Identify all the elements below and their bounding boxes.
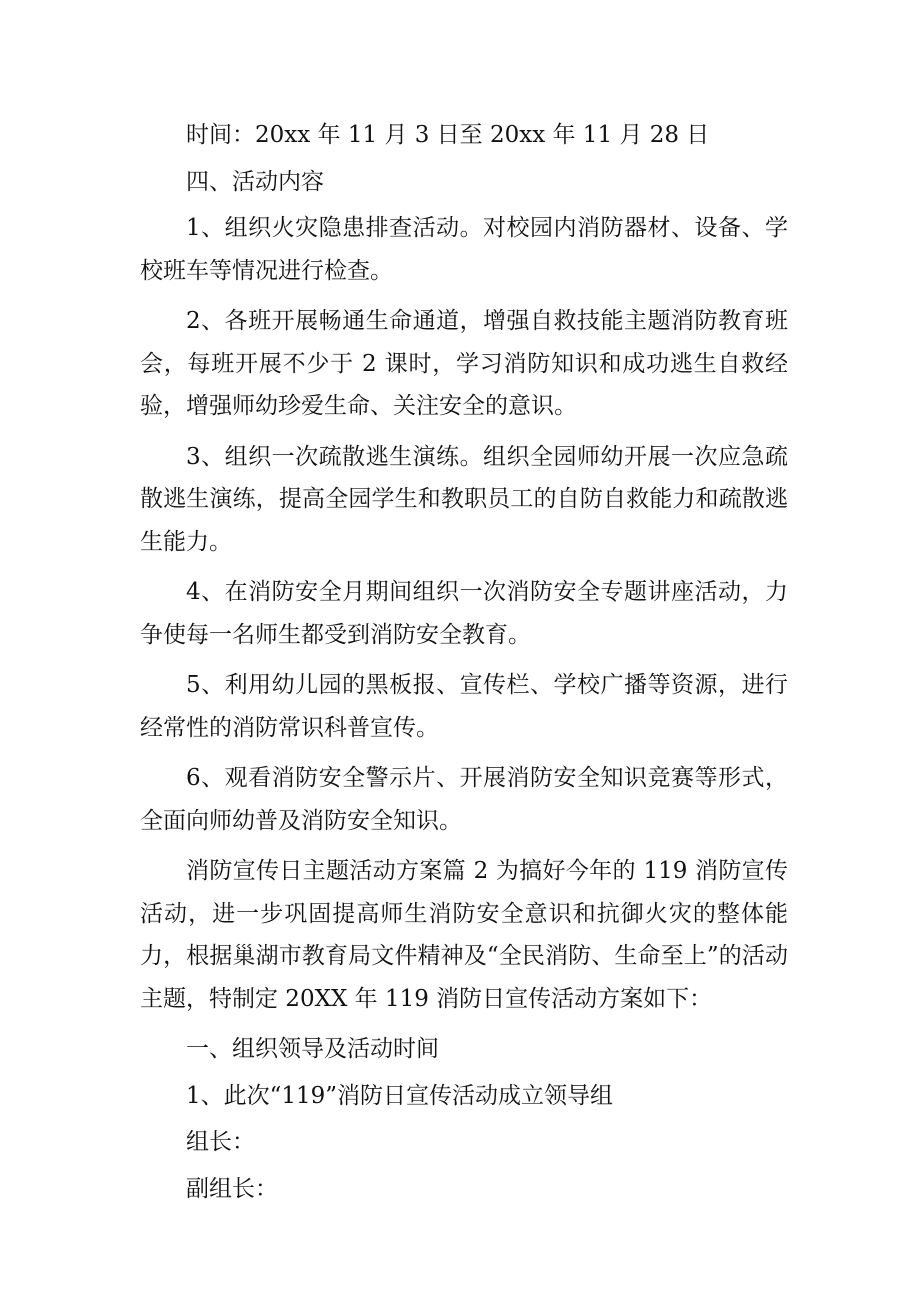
paragraph-item-4: 4、在消防安全月期间组织一次消防安全专题讲座活动，力争使每一名师生都受到消防安全教育。 xyxy=(140,579,788,648)
paragraph-item-1: 1、组织火灾隐患排查活动。对校园内消防器材、设备、学校班车等情况进行检查。 xyxy=(140,215,788,284)
paragraph-leadership-group: 1、此次“119”消防日宣传活动成立领导组 xyxy=(186,1082,614,1109)
document-body xyxy=(140,114,788,1214)
paragraph-plan-2-intro: 消防宣传日主题活动方案篇 2 为搞好今年的 119 消防宣传活动，进一步巩固提高师生消防安全意识和抗御火灾的整体能力，根据巢湖市教育局文件精神及“全民消防、生命至上”的活动主题，特制定 20XX 年 119 消防日宣传活动方案如下： xyxy=(140,858,788,1012)
label-group-leader: 组长： xyxy=(186,1129,255,1155)
paragraph-item-6: 6、观看消防安全警示片、开展消防安全知识竞赛等形式，全面向师幼普及消防安全知识。 xyxy=(140,765,788,834)
paragraph-item-3: 3、组织一次疏散逃生演练。组织全园师幼开展一次应急疏散逃生演练，提高全园学生和教职员工的自防自救能力和疏散逃生能力。 xyxy=(140,443,788,555)
section-heading-organization: 一、组织领导及活动时间 xyxy=(186,1036,439,1062)
paragraph-item-2: 2、各班开展畅通生命通道，增强自救技能主题消防教育班会，每班开展不少于 2 课时，学习消防知识和成功逃生自救经验，增强师幼珍爱生命、关注安全的意识。 xyxy=(140,308,788,419)
label-deputy-group-leader: 副组长： xyxy=(186,1175,278,1202)
paragraph-item-5: 5、利用幼儿园的黑板报、宣传栏、学校广播等资源，进行经常性的消防常识科普宣传。 xyxy=(140,672,788,741)
paragraph-activity-time: 时间：20xx 年 11 月 3 日至 20xx 年 11 月 28 日 xyxy=(186,122,710,148)
section-heading-activity-content: 四、活动内容 xyxy=(186,168,324,195)
